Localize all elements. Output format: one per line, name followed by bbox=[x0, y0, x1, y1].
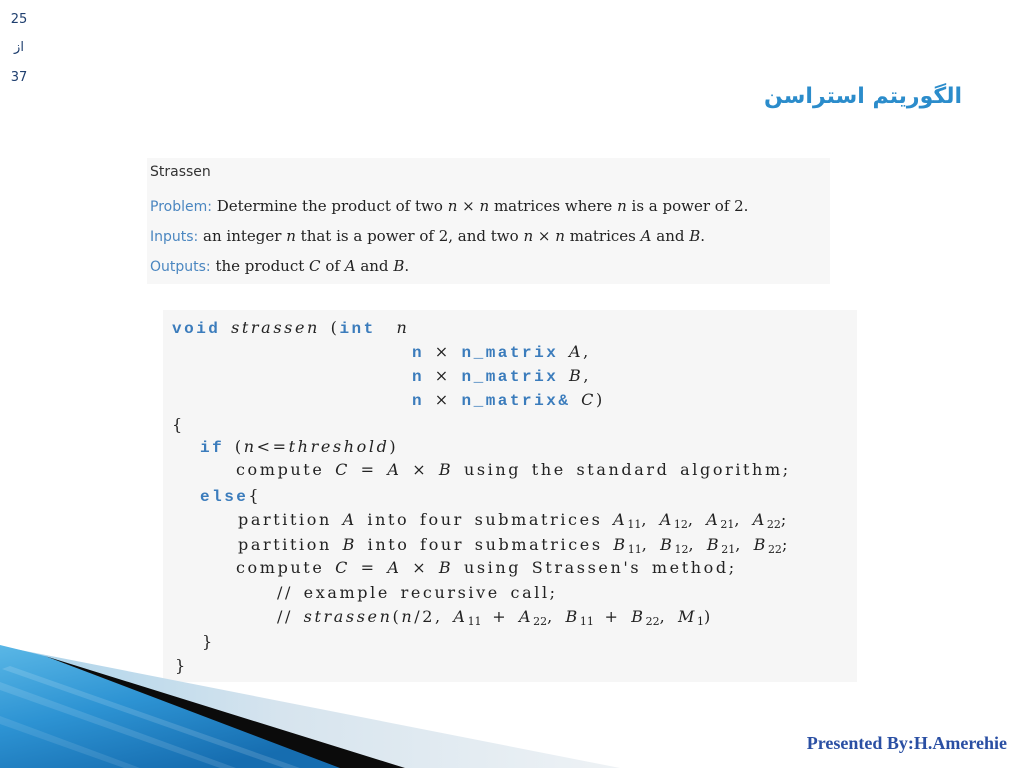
symbol: , bbox=[641, 510, 650, 529]
math-symbol: n bbox=[523, 227, 534, 245]
code-line-param-b bbox=[412, 366, 591, 387]
outputs-line bbox=[150, 256, 409, 277]
presenter-credit: Presented By:H.Amerehie bbox=[806, 733, 1007, 753]
page-number bbox=[4, 0, 34, 90]
symbol: + bbox=[492, 607, 509, 626]
spec-text: an integer bbox=[203, 227, 282, 245]
function-name: strassen bbox=[231, 318, 320, 337]
spec-text: of bbox=[325, 257, 340, 275]
spec-text: × bbox=[462, 197, 475, 215]
math-symbol: n bbox=[479, 197, 490, 215]
identifier: C bbox=[335, 558, 350, 577]
spec-heading: Strassen bbox=[150, 164, 211, 180]
subscript: 22 bbox=[767, 543, 782, 556]
page-total: 37 bbox=[10, 70, 28, 85]
identifier: n bbox=[396, 318, 410, 337]
identifier: M bbox=[677, 607, 697, 626]
math-symbol: A bbox=[640, 227, 652, 245]
identifier: A bbox=[518, 607, 534, 626]
symbol: × bbox=[434, 366, 451, 385]
identifier: A bbox=[453, 607, 468, 626]
code-line-compute-standard bbox=[236, 460, 791, 480]
page-separator: از bbox=[14, 40, 24, 55]
identifier: C bbox=[581, 390, 596, 409]
subscript: 22 bbox=[645, 615, 660, 628]
subscript: 12 bbox=[674, 543, 689, 556]
identifier: n bbox=[401, 607, 415, 626]
symbol: , bbox=[687, 510, 696, 529]
code-line-signature bbox=[172, 318, 409, 339]
spec-text: and bbox=[360, 257, 389, 275]
subscript: 11 bbox=[579, 615, 594, 628]
slide-title: الگوریتم استراسن bbox=[763, 84, 962, 109]
identifier: B bbox=[342, 535, 357, 554]
identifier: B bbox=[706, 535, 722, 554]
identifier: A bbox=[387, 460, 402, 479]
spec-text: that is a power of 2, and two bbox=[300, 227, 519, 245]
math-symbol: A bbox=[344, 257, 356, 275]
inputs-line bbox=[150, 226, 705, 247]
math-symbol: B bbox=[393, 257, 405, 275]
keyword-int: int bbox=[339, 320, 376, 338]
math-symbol: n bbox=[447, 197, 458, 215]
symbol: , bbox=[735, 535, 743, 554]
code-line-else bbox=[200, 486, 261, 507]
symbol: , bbox=[583, 366, 592, 385]
identifier: B bbox=[438, 558, 454, 577]
identifier: B bbox=[438, 460, 454, 479]
identifier: n bbox=[243, 437, 257, 456]
math-symbol: n bbox=[555, 227, 565, 245]
symbol: = bbox=[360, 460, 377, 479]
subscript: 22 bbox=[766, 518, 781, 531]
algorithm-spec bbox=[147, 158, 830, 284]
identifier: A bbox=[569, 342, 584, 361]
identifier: A bbox=[613, 510, 628, 529]
symbol: , bbox=[641, 535, 650, 554]
symbol: ( bbox=[330, 318, 340, 337]
symbol: } bbox=[175, 656, 188, 675]
code-line-param-a bbox=[412, 342, 591, 363]
comment: // bbox=[277, 607, 293, 626]
code-line-partition-a bbox=[238, 510, 789, 535]
subscript: 21 bbox=[720, 518, 735, 531]
code-line-if bbox=[200, 437, 398, 458]
spec-text: . bbox=[404, 257, 410, 275]
keyword: n bbox=[412, 392, 425, 410]
spec-text: matrices where bbox=[493, 197, 613, 215]
keyword-void: void bbox=[172, 320, 221, 338]
spec-text: × bbox=[537, 227, 551, 245]
math-symbol: n bbox=[286, 227, 296, 245]
identifier: A bbox=[706, 510, 721, 529]
spec-text: Determine the product of two bbox=[216, 197, 443, 215]
subscript: 1 bbox=[696, 615, 704, 628]
subscript: 21 bbox=[721, 543, 736, 556]
identifier: B bbox=[753, 535, 768, 554]
symbol: <= bbox=[256, 437, 289, 456]
code-text: partition bbox=[238, 535, 332, 554]
math-symbol: n bbox=[617, 197, 627, 215]
symbol: × bbox=[412, 460, 429, 479]
symbol: ; bbox=[780, 510, 789, 529]
code-line-compute-strassen bbox=[236, 558, 737, 578]
identifier: B bbox=[631, 607, 646, 626]
symbol: /2, bbox=[414, 607, 443, 626]
problem-line bbox=[150, 196, 748, 217]
symbol: ) bbox=[389, 437, 399, 456]
code-text: compute bbox=[236, 460, 325, 479]
symbol: ( bbox=[234, 437, 244, 456]
spec-text: . bbox=[700, 227, 706, 245]
spec-text: matrices bbox=[569, 227, 636, 245]
spec-text: is a power of 2. bbox=[631, 197, 749, 215]
code-text: using the standard algorithm; bbox=[463, 460, 791, 479]
type-name: n_matrix bbox=[461, 344, 559, 362]
page-current: 25 bbox=[10, 12, 28, 27]
identifier: threshold bbox=[288, 437, 390, 456]
code-line-comment bbox=[277, 583, 558, 603]
symbol: { bbox=[172, 415, 185, 434]
symbol: , bbox=[547, 607, 555, 626]
symbol: ) bbox=[595, 390, 605, 409]
math-symbol: B bbox=[689, 227, 701, 245]
spec-text: and bbox=[656, 227, 685, 245]
code-text: using Strassen's method; bbox=[463, 558, 737, 577]
problem-label: Problem: bbox=[150, 199, 212, 215]
code-line-open-brace bbox=[172, 415, 185, 435]
identifier: C bbox=[335, 460, 350, 479]
function-name: strassen bbox=[303, 607, 393, 626]
symbol: , bbox=[659, 607, 668, 626]
symbol: } bbox=[202, 632, 215, 651]
keyword-if: if bbox=[200, 439, 225, 457]
symbol: { bbox=[248, 486, 262, 505]
keyword: n bbox=[412, 344, 425, 362]
identifier: B bbox=[569, 366, 584, 385]
subscript: 11 bbox=[467, 615, 482, 628]
symbol: , bbox=[688, 535, 697, 554]
identifier: B bbox=[660, 535, 675, 554]
inputs-label: Inputs: bbox=[150, 229, 199, 245]
keyword-else: else bbox=[200, 488, 249, 506]
code-line-param-c bbox=[412, 390, 605, 411]
type-name: n_matrix bbox=[461, 368, 559, 386]
code-text: into four submatrices bbox=[367, 510, 603, 529]
code-text: into four submatrices bbox=[367, 535, 603, 554]
keyword: n bbox=[412, 368, 425, 386]
code-text: partition bbox=[238, 510, 332, 529]
symbol: ; bbox=[781, 535, 790, 554]
symbol: + bbox=[604, 607, 621, 626]
symbol: ) bbox=[703, 607, 713, 626]
identifier: A bbox=[387, 558, 402, 577]
subscript: 12 bbox=[673, 518, 688, 531]
comment: // example recursive call; bbox=[277, 583, 558, 602]
symbol: ( bbox=[392, 607, 402, 626]
code-text: compute bbox=[236, 558, 325, 577]
code-line-recursive-call bbox=[277, 607, 713, 632]
type-name: n_matrix& bbox=[461, 392, 571, 410]
symbol: = bbox=[360, 558, 377, 577]
subscript: 11 bbox=[627, 543, 642, 556]
subscript: 11 bbox=[627, 518, 642, 531]
outputs-label: Outputs: bbox=[150, 259, 211, 275]
identifier: B bbox=[565, 607, 580, 626]
symbol: × bbox=[434, 390, 451, 409]
identifier: A bbox=[342, 510, 357, 529]
identifier: A bbox=[752, 510, 767, 529]
symbol: , bbox=[734, 510, 743, 529]
identifier: A bbox=[659, 510, 674, 529]
subscript: 22 bbox=[533, 615, 548, 628]
math-symbol: C bbox=[309, 257, 321, 275]
code-line-partition-b bbox=[238, 535, 790, 560]
spec-text: the product bbox=[215, 257, 305, 275]
pseudocode-block bbox=[163, 310, 857, 682]
symbol: , bbox=[583, 342, 591, 361]
symbol: × bbox=[434, 342, 451, 361]
symbol: × bbox=[412, 558, 429, 577]
decorative-banner bbox=[0, 636, 640, 768]
identifier: B bbox=[613, 535, 628, 554]
